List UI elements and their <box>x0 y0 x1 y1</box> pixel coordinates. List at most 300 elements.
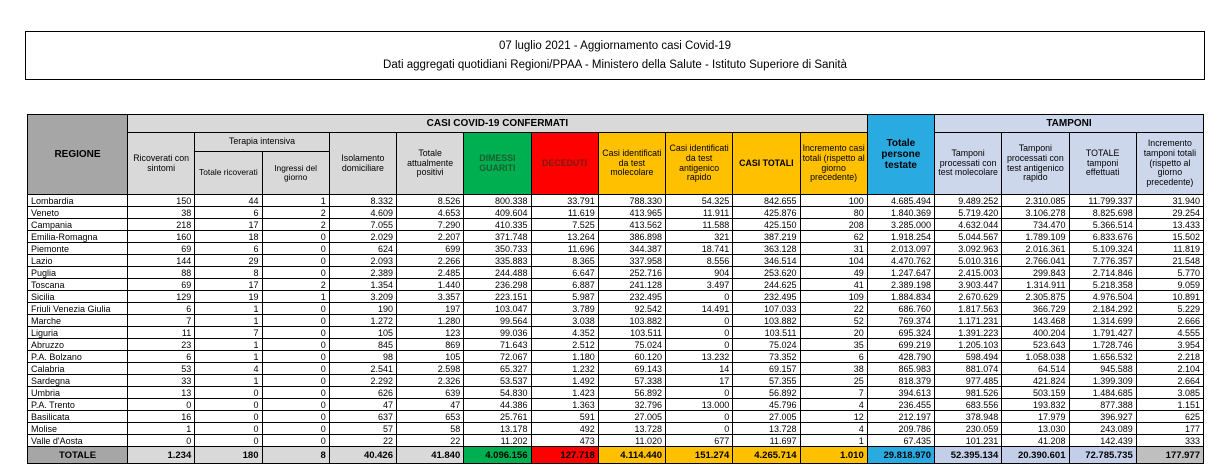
value-cell: 1.423 <box>531 387 598 399</box>
value-cell: 8 <box>195 267 262 279</box>
region-name: Veneto <box>28 207 128 219</box>
value-cell: 11.020 <box>598 435 665 447</box>
value-cell: 7.776.357 <box>1069 255 1136 267</box>
value-cell: 344.387 <box>598 243 665 255</box>
total-label: TOTALE <box>28 447 128 464</box>
value-cell: 62 <box>800 231 867 243</box>
value-cell: 232.495 <box>733 291 800 303</box>
value-cell: 92.542 <box>598 303 665 315</box>
value-cell: 11.588 <box>666 219 733 231</box>
value-cell: 69 <box>128 279 195 291</box>
value-cell: 80 <box>800 207 867 219</box>
value-cell: 3.209 <box>329 291 396 303</box>
value-cell: 299.843 <box>1002 267 1069 279</box>
value-cell: 1.656.532 <box>1069 351 1136 363</box>
value-cell: 41 <box>800 279 867 291</box>
table-row <box>28 231 1204 243</box>
value-cell: 57.355 <box>733 375 800 387</box>
value-cell: 33.791 <box>531 195 598 207</box>
value-cell: 421.824 <box>1002 375 1069 387</box>
value-cell: 2 <box>262 207 329 219</box>
col-header-isolamento: Isolamento domiciliare <box>329 133 396 195</box>
value-cell: 1 <box>195 351 262 363</box>
value-cell: 877.388 <box>1069 399 1136 411</box>
value-cell: 99.564 <box>464 315 531 327</box>
value-cell: 53 <box>128 363 195 375</box>
value-cell: 52.395.134 <box>935 447 1002 464</box>
table-row <box>28 399 1204 411</box>
value-cell: 1.234 <box>128 447 195 464</box>
value-cell: 2.310.085 <box>1002 195 1069 207</box>
value-cell: 387.219 <box>733 231 800 243</box>
value-cell: 0 <box>666 339 733 351</box>
value-cell: 0 <box>262 435 329 447</box>
title-box <box>25 31 1205 80</box>
value-cell: 72.067 <box>464 351 531 363</box>
value-cell: 6 <box>195 243 262 255</box>
value-cell: 6.647 <box>531 267 598 279</box>
value-cell: 8 <box>262 447 329 464</box>
value-cell: 6 <box>128 351 195 363</box>
value-cell: 977.485 <box>935 375 1002 387</box>
value-cell: 321 <box>666 231 733 243</box>
value-cell: 473 <box>531 435 598 447</box>
value-cell: 945.588 <box>1069 363 1136 375</box>
value-cell: 800.338 <box>464 195 531 207</box>
value-cell: 22 <box>800 303 867 315</box>
value-cell: 60.120 <box>598 351 665 363</box>
value-cell: 1.728.746 <box>1069 339 1136 351</box>
value-cell: 598.494 <box>935 351 1002 363</box>
value-cell: 869 <box>397 339 464 351</box>
value-cell: 25.761 <box>464 411 531 423</box>
value-cell: 104 <box>800 255 867 267</box>
value-cell: 0 <box>128 435 195 447</box>
value-cell: 9.059 <box>1136 279 1203 291</box>
value-cell: 244.625 <box>733 279 800 291</box>
value-cell: 8.556 <box>666 255 733 267</box>
value-cell: 12 <box>800 411 867 423</box>
value-cell: 3.106.278 <box>1002 207 1069 219</box>
value-cell: 695.324 <box>867 327 934 339</box>
region-name: Sicilia <box>28 291 128 303</box>
value-cell: 0 <box>666 411 733 423</box>
value-cell: 2.598 <box>397 363 464 375</box>
table-row <box>28 303 1204 315</box>
value-cell: 503.159 <box>1002 387 1069 399</box>
value-cell: 142.439 <box>1069 435 1136 447</box>
value-cell: 1 <box>262 291 329 303</box>
value-cell: 253.620 <box>733 267 800 279</box>
value-cell: 386.898 <box>598 231 665 243</box>
value-cell: 1 <box>195 303 262 315</box>
value-cell: 1.789.109 <box>1002 231 1069 243</box>
value-cell: 337.958 <box>598 255 665 267</box>
value-cell: 53.537 <box>464 375 531 387</box>
value-cell: 4 <box>195 363 262 375</box>
value-cell: 2.664 <box>1136 375 1203 387</box>
value-cell: 14.491 <box>666 303 733 315</box>
value-cell: 72.785.735 <box>1069 447 1136 464</box>
value-cell: 1.354 <box>329 279 396 291</box>
value-cell: 0 <box>195 435 262 447</box>
value-cell: 13.728 <box>733 423 800 435</box>
table-row <box>28 207 1204 219</box>
value-cell: 4.653 <box>397 207 464 219</box>
value-cell: 101.231 <box>935 435 1002 447</box>
table-header <box>28 115 1204 195</box>
value-cell: 1.171.231 <box>935 315 1002 327</box>
value-cell: 0 <box>262 243 329 255</box>
value-cell: 2.512 <box>531 339 598 351</box>
value-cell: 2.029 <box>329 231 396 243</box>
value-cell: 626 <box>329 387 396 399</box>
value-cell: 13.728 <box>598 423 665 435</box>
value-cell: 13.232 <box>666 351 733 363</box>
value-cell: 0 <box>666 291 733 303</box>
value-cell: 639 <box>397 387 464 399</box>
region-name: Calabria <box>28 363 128 375</box>
col-header-ingressi-giorno: Ingressi del giorno <box>262 152 329 195</box>
value-cell: 103.047 <box>464 303 531 315</box>
value-cell: 1.918.254 <box>867 231 934 243</box>
value-cell: 105 <box>397 351 464 363</box>
value-cell: 0 <box>195 387 262 399</box>
value-cell: 2.485 <box>397 267 464 279</box>
value-cell: 13.000 <box>666 399 733 411</box>
value-cell: 56.892 <box>598 387 665 399</box>
value-cell: 2.670.629 <box>935 291 1002 303</box>
value-cell: 413.965 <box>598 207 665 219</box>
value-cell: 236.298 <box>464 279 531 291</box>
value-cell: 2.016.361 <box>1002 243 1069 255</box>
value-cell: 363.128 <box>733 243 800 255</box>
value-cell: 8.825.698 <box>1069 207 1136 219</box>
value-cell: 208 <box>800 219 867 231</box>
value-cell: 243.089 <box>1069 423 1136 435</box>
value-cell: 371.748 <box>464 231 531 243</box>
region-name: Toscana <box>28 279 128 291</box>
value-cell: 2.541 <box>329 363 396 375</box>
value-cell: 0 <box>262 387 329 399</box>
value-cell: 425.150 <box>733 219 800 231</box>
value-cell: 13.264 <box>531 231 598 243</box>
value-cell: 428.790 <box>867 351 934 363</box>
value-cell: 7 <box>128 315 195 327</box>
value-cell: 56.892 <box>733 387 800 399</box>
value-cell: 27.005 <box>598 411 665 423</box>
value-cell: 17 <box>195 279 262 291</box>
value-cell: 1.363 <box>531 399 598 411</box>
value-cell: 27.005 <box>733 411 800 423</box>
value-cell: 625 <box>1136 411 1203 423</box>
col-header-casi-molecolare: Casi identificati da test molecolare <box>598 133 665 195</box>
value-cell: 410.335 <box>464 219 531 231</box>
value-cell: 0 <box>262 327 329 339</box>
table-row <box>28 435 1204 447</box>
region-name: Sardegna <box>28 375 128 387</box>
value-cell: 11.799.337 <box>1069 195 1136 207</box>
value-cell: 150 <box>128 195 195 207</box>
value-cell: 0 <box>666 387 733 399</box>
value-cell: 99.036 <box>464 327 531 339</box>
region-name: Liguria <box>28 327 128 339</box>
value-cell: 8.365 <box>531 255 598 267</box>
value-cell: 103.882 <box>598 315 665 327</box>
value-cell: 6 <box>128 303 195 315</box>
region-name: Friuli Venezia Giulia <box>28 303 128 315</box>
value-cell: 75.024 <box>598 339 665 351</box>
value-cell: 103.511 <box>733 327 800 339</box>
value-cell: 8.526 <box>397 195 464 207</box>
col-header-incremento-tamponi: Incremento tamponi totali (rispetto al giorno precedente) <box>1136 133 1203 195</box>
value-cell: 6.887 <box>531 279 598 291</box>
table-body <box>28 195 1204 464</box>
value-cell: 21.548 <box>1136 255 1203 267</box>
value-cell: 734.470 <box>1002 219 1069 231</box>
value-cell: 0 <box>195 423 262 435</box>
value-cell: 13.433 <box>1136 219 1203 231</box>
value-cell: 6 <box>195 207 262 219</box>
region-name: Basilicata <box>28 411 128 423</box>
value-cell: 58 <box>397 423 464 435</box>
value-cell: 1.791.427 <box>1069 327 1136 339</box>
value-cell: 35 <box>800 339 867 351</box>
value-cell: 31 <box>800 243 867 255</box>
value-cell: 65.327 <box>464 363 531 375</box>
value-cell: 232.495 <box>598 291 665 303</box>
value-cell: 29.818.970 <box>867 447 934 464</box>
value-cell: 5.366.514 <box>1069 219 1136 231</box>
value-cell: 0 <box>262 411 329 423</box>
value-cell: 69 <box>128 243 195 255</box>
value-cell: 13 <box>128 387 195 399</box>
value-cell: 29.254 <box>1136 207 1203 219</box>
total-row <box>28 447 1204 464</box>
value-cell: 44 <box>195 195 262 207</box>
value-cell: 98 <box>329 351 396 363</box>
value-cell: 1.280 <box>397 315 464 327</box>
region-name: P.A. Trento <box>28 399 128 411</box>
value-cell: 8.332 <box>329 195 396 207</box>
value-cell: 0 <box>262 339 329 351</box>
table-row <box>28 375 1204 387</box>
value-cell: 44.386 <box>464 399 531 411</box>
value-cell: 105 <box>329 327 396 339</box>
value-cell: 842.655 <box>733 195 800 207</box>
region-name: Lombardia <box>28 195 128 207</box>
region-name: Lazio <box>28 255 128 267</box>
value-cell: 15.502 <box>1136 231 1203 243</box>
region-name: Emilia-Romagna <box>28 231 128 243</box>
value-cell: 1.010 <box>800 447 867 464</box>
value-cell: 103.882 <box>733 315 800 327</box>
value-cell: 25 <box>800 375 867 387</box>
value-cell: 57.338 <box>598 375 665 387</box>
value-cell: 13.030 <box>1002 423 1069 435</box>
value-cell: 4.114.440 <box>598 447 665 464</box>
value-cell: 223.151 <box>464 291 531 303</box>
value-cell: 3.789 <box>531 303 598 315</box>
value-cell: 1 <box>800 435 867 447</box>
value-cell: 69.157 <box>733 363 800 375</box>
value-cell: 492 <box>531 423 598 435</box>
value-cell: 2.292 <box>329 375 396 387</box>
value-cell: 52 <box>800 315 867 327</box>
value-cell: 0 <box>666 423 733 435</box>
value-cell: 45.796 <box>733 399 800 411</box>
value-cell: 394.613 <box>867 387 934 399</box>
value-cell: 1 <box>262 195 329 207</box>
value-cell: 18.741 <box>666 243 733 255</box>
region-name: Piemonte <box>28 243 128 255</box>
value-cell: 0 <box>128 399 195 411</box>
value-cell: 0 <box>262 315 329 327</box>
value-cell: 69.143 <box>598 363 665 375</box>
value-cell: 1.180 <box>531 351 598 363</box>
value-cell: 7.290 <box>397 219 464 231</box>
value-cell: 22 <box>329 435 396 447</box>
value-cell: 4.470.762 <box>867 255 934 267</box>
value-cell: 400.204 <box>1002 327 1069 339</box>
value-cell: 103.511 <box>598 327 665 339</box>
value-cell: 3.954 <box>1136 339 1203 351</box>
value-cell: 2.305.875 <box>1002 291 1069 303</box>
region-name: Umbria <box>28 387 128 399</box>
value-cell: 0 <box>666 315 733 327</box>
value-cell: 1.314.911 <box>1002 279 1069 291</box>
title-line-2: Dati aggregati quotidiani Regioni/PPAA - Ministero della Salute - Istituto Superiore di Sanità <box>383 59 847 72</box>
value-cell: 523.643 <box>1002 339 1069 351</box>
value-cell: 7 <box>800 387 867 399</box>
value-cell: 1.272 <box>329 315 396 327</box>
value-cell: 686.760 <box>867 303 934 315</box>
table-row <box>28 423 1204 435</box>
value-cell: 346.514 <box>733 255 800 267</box>
value-cell: 4.976.504 <box>1069 291 1136 303</box>
value-cell: 197 <box>397 303 464 315</box>
value-cell: 2.766.041 <box>1002 255 1069 267</box>
table-row <box>28 315 1204 327</box>
value-cell: 5.719.420 <box>935 207 1002 219</box>
value-cell: 0 <box>666 327 733 339</box>
col-header-ricoverati: Ricoverati con sintomi <box>128 133 195 195</box>
value-cell: 4.265.714 <box>733 447 800 464</box>
value-cell: 1 <box>195 315 262 327</box>
value-cell: 2.093 <box>329 255 396 267</box>
value-cell: 2.389.198 <box>867 279 934 291</box>
value-cell: 0 <box>195 411 262 423</box>
value-cell: 1.232 <box>531 363 598 375</box>
value-cell: 2.666 <box>1136 315 1203 327</box>
value-cell: 17.979 <box>1002 411 1069 423</box>
value-cell: 144 <box>128 255 195 267</box>
band-terapia-intensiva: Terapia intensiva <box>195 133 330 152</box>
value-cell: 4.096.156 <box>464 447 531 464</box>
table-row <box>28 351 1204 363</box>
table-row <box>28 243 1204 255</box>
value-cell: 18 <box>195 231 262 243</box>
value-cell: 0 <box>262 363 329 375</box>
value-cell: 1.399.309 <box>1069 375 1136 387</box>
value-cell: 4.609 <box>329 207 396 219</box>
value-cell: 591 <box>531 411 598 423</box>
value-cell: 20 <box>800 327 867 339</box>
value-cell: 1 <box>195 375 262 387</box>
value-cell: 5.109.324 <box>1069 243 1136 255</box>
value-cell: 1.840.369 <box>867 207 934 219</box>
value-cell: 2.104 <box>1136 363 1203 375</box>
value-cell: 3.903.447 <box>935 279 1002 291</box>
value-cell: 209.786 <box>867 423 934 435</box>
value-cell: 2 <box>262 219 329 231</box>
covid-data-table <box>27 114 1204 464</box>
value-cell: 129 <box>128 291 195 303</box>
value-cell: 57 <box>329 423 396 435</box>
value-cell: 4.555 <box>1136 327 1203 339</box>
value-cell: 409.604 <box>464 207 531 219</box>
value-cell: 677 <box>666 435 733 447</box>
region-name: Puglia <box>28 267 128 279</box>
table-row <box>28 195 1204 207</box>
value-cell: 54.830 <box>464 387 531 399</box>
value-cell: 683.556 <box>935 399 1002 411</box>
value-cell: 1.440 <box>397 279 464 291</box>
value-cell: 624 <box>329 243 396 255</box>
value-cell: 2.207 <box>397 231 464 243</box>
table-row <box>28 327 1204 339</box>
value-cell: 151.274 <box>666 447 733 464</box>
table-row <box>28 255 1204 267</box>
value-cell: 335.883 <box>464 255 531 267</box>
value-cell: 5.044.567 <box>935 231 1002 243</box>
value-cell: 11.911 <box>666 207 733 219</box>
value-cell: 107.033 <box>733 303 800 315</box>
value-cell: 47 <box>397 399 464 411</box>
value-cell: 1.492 <box>531 375 598 387</box>
value-cell: 11.819 <box>1136 243 1203 255</box>
value-cell: 0 <box>262 231 329 243</box>
value-cell: 333 <box>1136 435 1203 447</box>
band-tamponi: TAMPONI <box>935 115 1204 133</box>
value-cell: 2.326 <box>397 375 464 387</box>
region-name: P.A. Bolzano <box>28 351 128 363</box>
value-cell: 865.983 <box>867 363 934 375</box>
table-row <box>28 339 1204 351</box>
value-cell: 1.205.103 <box>935 339 1002 351</box>
value-cell: 637 <box>329 411 396 423</box>
value-cell: 6 <box>800 351 867 363</box>
col-header-attualmente-positivi: Totale attualmente positivi <box>397 133 464 195</box>
value-cell: 3.497 <box>666 279 733 291</box>
value-cell: 38 <box>128 207 195 219</box>
value-cell: 160 <box>128 231 195 243</box>
value-cell: 845 <box>329 339 396 351</box>
value-cell: 41.208 <box>1002 435 1069 447</box>
value-cell: 1.314.699 <box>1069 315 1136 327</box>
value-cell: 22 <box>397 435 464 447</box>
value-cell: 230.059 <box>935 423 1002 435</box>
value-cell: 38 <box>800 363 867 375</box>
value-cell: 413.562 <box>598 219 665 231</box>
region-name: Abruzzo <box>28 339 128 351</box>
value-cell: 75.024 <box>733 339 800 351</box>
value-cell: 904 <box>666 267 733 279</box>
value-cell: 241.128 <box>598 279 665 291</box>
col-header-tamponi-molecolare: Tamponi processati con test molecolare <box>935 133 1002 195</box>
table-row <box>28 363 1204 375</box>
value-cell: 366.729 <box>1002 303 1069 315</box>
